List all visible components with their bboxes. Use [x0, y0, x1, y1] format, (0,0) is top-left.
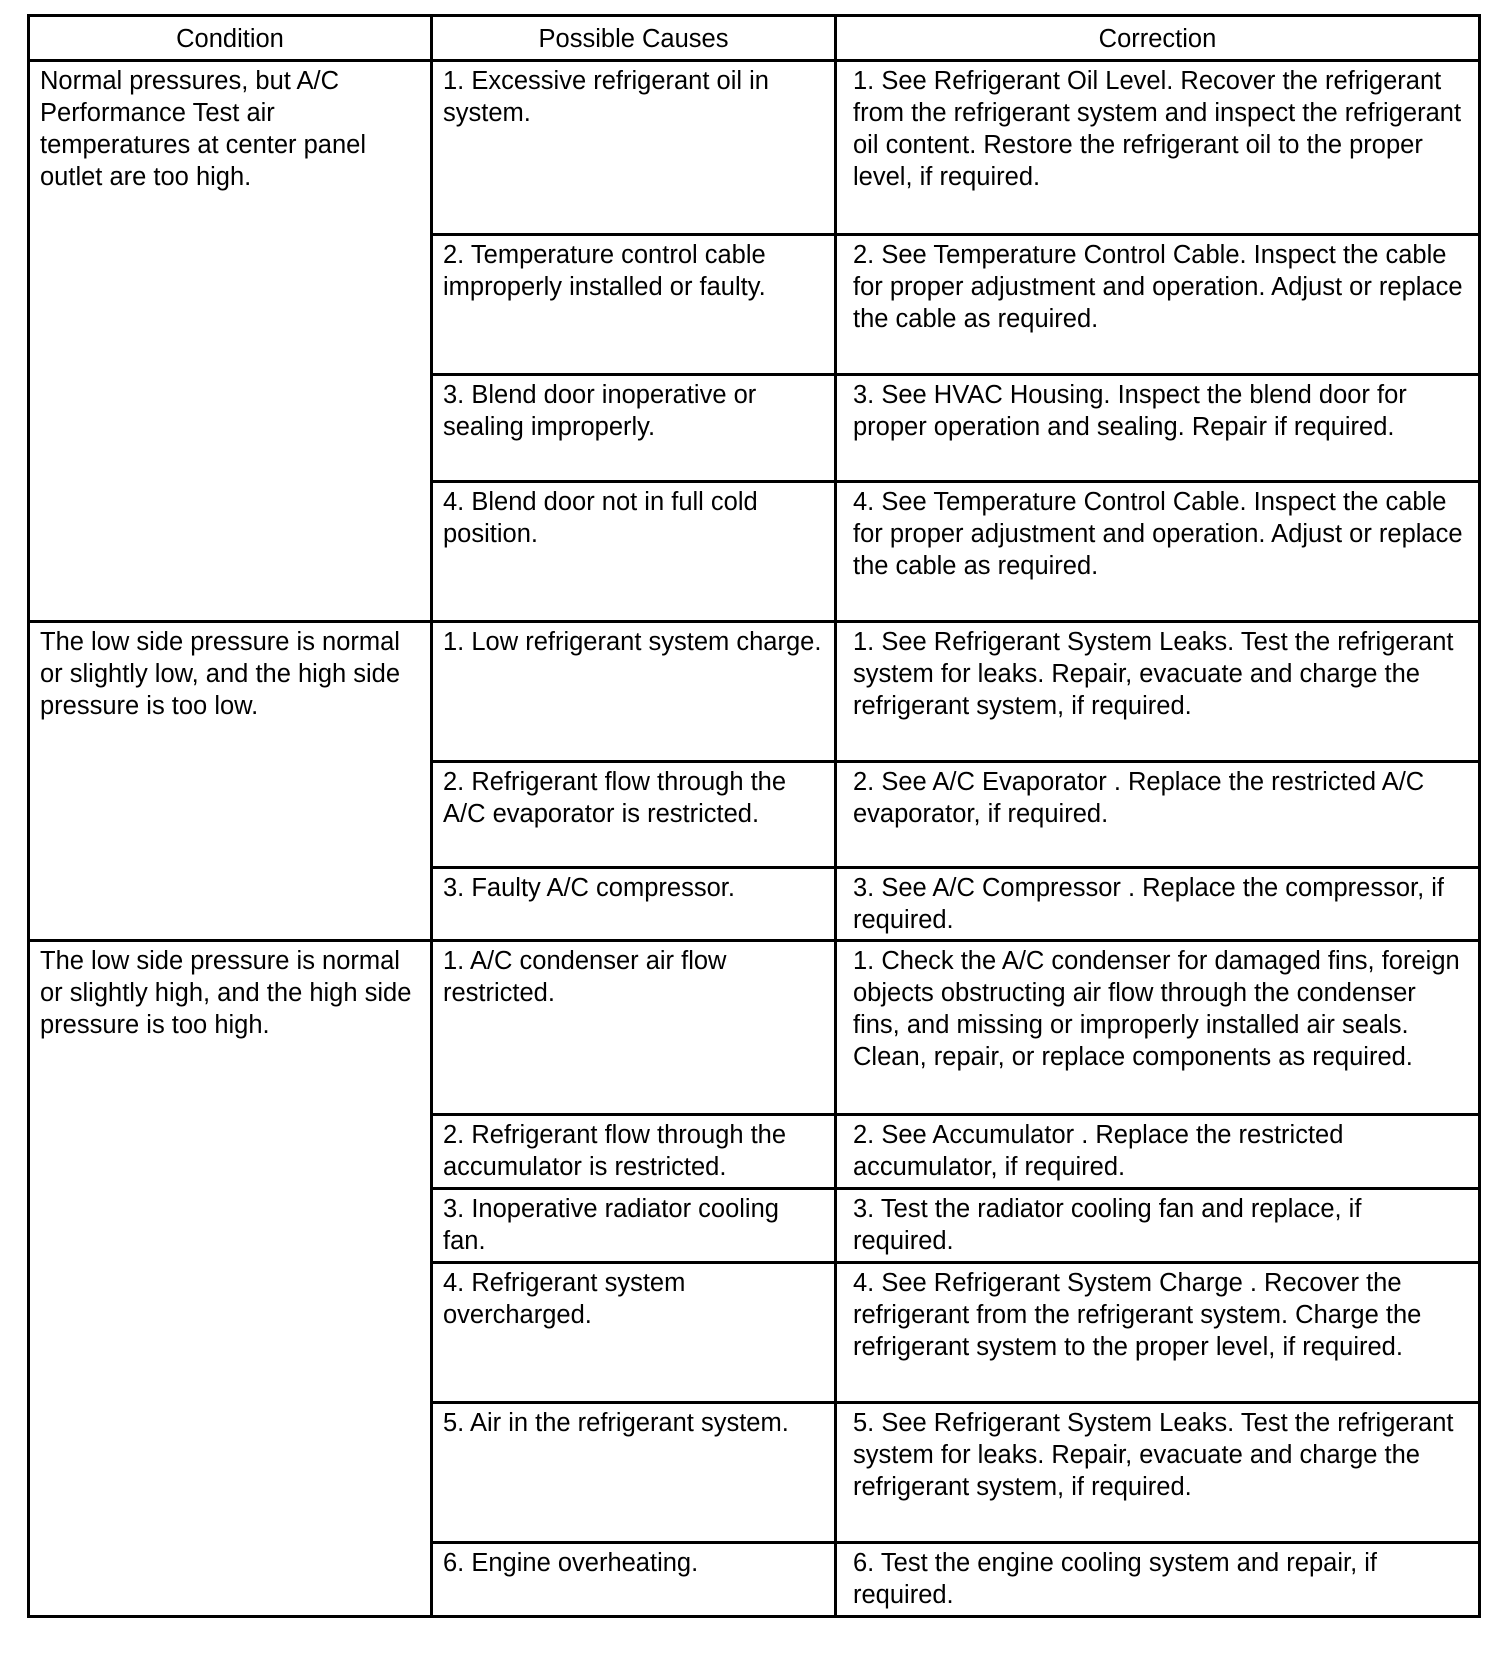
- cause-cell: 1. A/C condenser air flow restricted.: [432, 941, 836, 1115]
- condition-cell: The low side pressure is normal or slightly low, and the high side pressure is too low.: [29, 622, 432, 941]
- correction-cell: 3. Test the radiator cooling fan and replace, if required.: [836, 1189, 1480, 1263]
- correction-cell: 3. See A/C Compressor . Replace the compressor, if required.: [836, 868, 1480, 941]
- correction-cell: 2. See Temperature Control Cable. Inspect the cable for proper adjustment and operation. Adjust or replace the cable as required.: [836, 235, 1480, 375]
- correction-cell: 5. See Refrigerant System Leaks. Test the refrigerant system for leaks. Repair, evacuate and charge the refrigerant system, if required.: [836, 1403, 1480, 1543]
- cause-cell: 3. Faulty A/C compressor.: [432, 868, 836, 941]
- condition-cell: Normal pressures, but A/C Performance Test air temperatures at center panel outlet are too high.: [29, 61, 432, 622]
- condition-cell: The low side pressure is normal or slightly high, and the high side pressure is too high.: [29, 941, 432, 1617]
- correction-cell: 4. See Temperature Control Cable. Inspect the cable for proper adjustment and operation. Adjust or replace the cable as required.: [836, 482, 1480, 622]
- correction-cell: 1. Check the A/C condenser for damaged fins, foreign objects obstructing air flow through the condenser fins, and missing or improperly installed air seals. Clean, repair, or replace components as required.: [836, 941, 1480, 1115]
- correction-cell: 3. See HVAC Housing. Inspect the blend door for proper operation and sealing. Repair if required.: [836, 375, 1480, 482]
- cause-cell: 2. Refrigerant flow through the A/C evaporator is restricted.: [432, 762, 836, 868]
- cause-cell: 6. Engine overheating.: [432, 1543, 836, 1617]
- cause-cell: 3. Blend door inoperative or sealing improperly.: [432, 375, 836, 482]
- header-row: [29, 16, 1480, 61]
- correction-cell: 1. See Refrigerant System Leaks. Test the refrigerant system for leaks. Repair, evacuate and charge the refrigerant system, if required.: [836, 622, 1480, 762]
- cause-cell: 4. Refrigerant system overcharged.: [432, 1263, 836, 1403]
- table-row: [29, 941, 1480, 1115]
- diagnosis-table: [27, 14, 1481, 1618]
- table-row: [29, 61, 1480, 235]
- cause-cell: 2. Temperature control cable improperly installed or faulty.: [432, 235, 836, 375]
- correction-cell: 2. See Accumulator . Replace the restricted accumulator, if required.: [836, 1115, 1480, 1189]
- correction-cell: 4. See Refrigerant System Charge . Recover the refrigerant from the refrigerant system. Charge the refrigerant system to the proper level, if required.: [836, 1263, 1480, 1403]
- header-condition: Condition: [29, 16, 432, 61]
- cause-cell: 2. Refrigerant flow through the accumulator is restricted.: [432, 1115, 836, 1189]
- cause-cell: 1. Excessive refrigerant oil in system.: [432, 61, 836, 235]
- table-row: [29, 622, 1480, 762]
- cause-cell: 3. Inoperative radiator cooling fan.: [432, 1189, 836, 1263]
- cause-cell: 4. Blend door not in full cold position.: [432, 482, 836, 622]
- correction-cell: 2. See A/C Evaporator . Replace the restricted A/C evaporator, if required.: [836, 762, 1480, 868]
- correction-cell: 6. Test the engine cooling system and repair, if required.: [836, 1543, 1480, 1617]
- cause-cell: 5. Air in the refrigerant system.: [432, 1403, 836, 1543]
- header-correction: Correction: [836, 16, 1480, 61]
- header-possible-causes: Possible Causes: [432, 16, 836, 61]
- correction-cell: 1. See Refrigerant Oil Level. Recover the refrigerant from the refrigerant system and inspect the refrigerant oil content. Restore the refrigerant oil to the proper level, if required.: [836, 61, 1480, 235]
- cause-cell: 1. Low refrigerant system charge.: [432, 622, 836, 762]
